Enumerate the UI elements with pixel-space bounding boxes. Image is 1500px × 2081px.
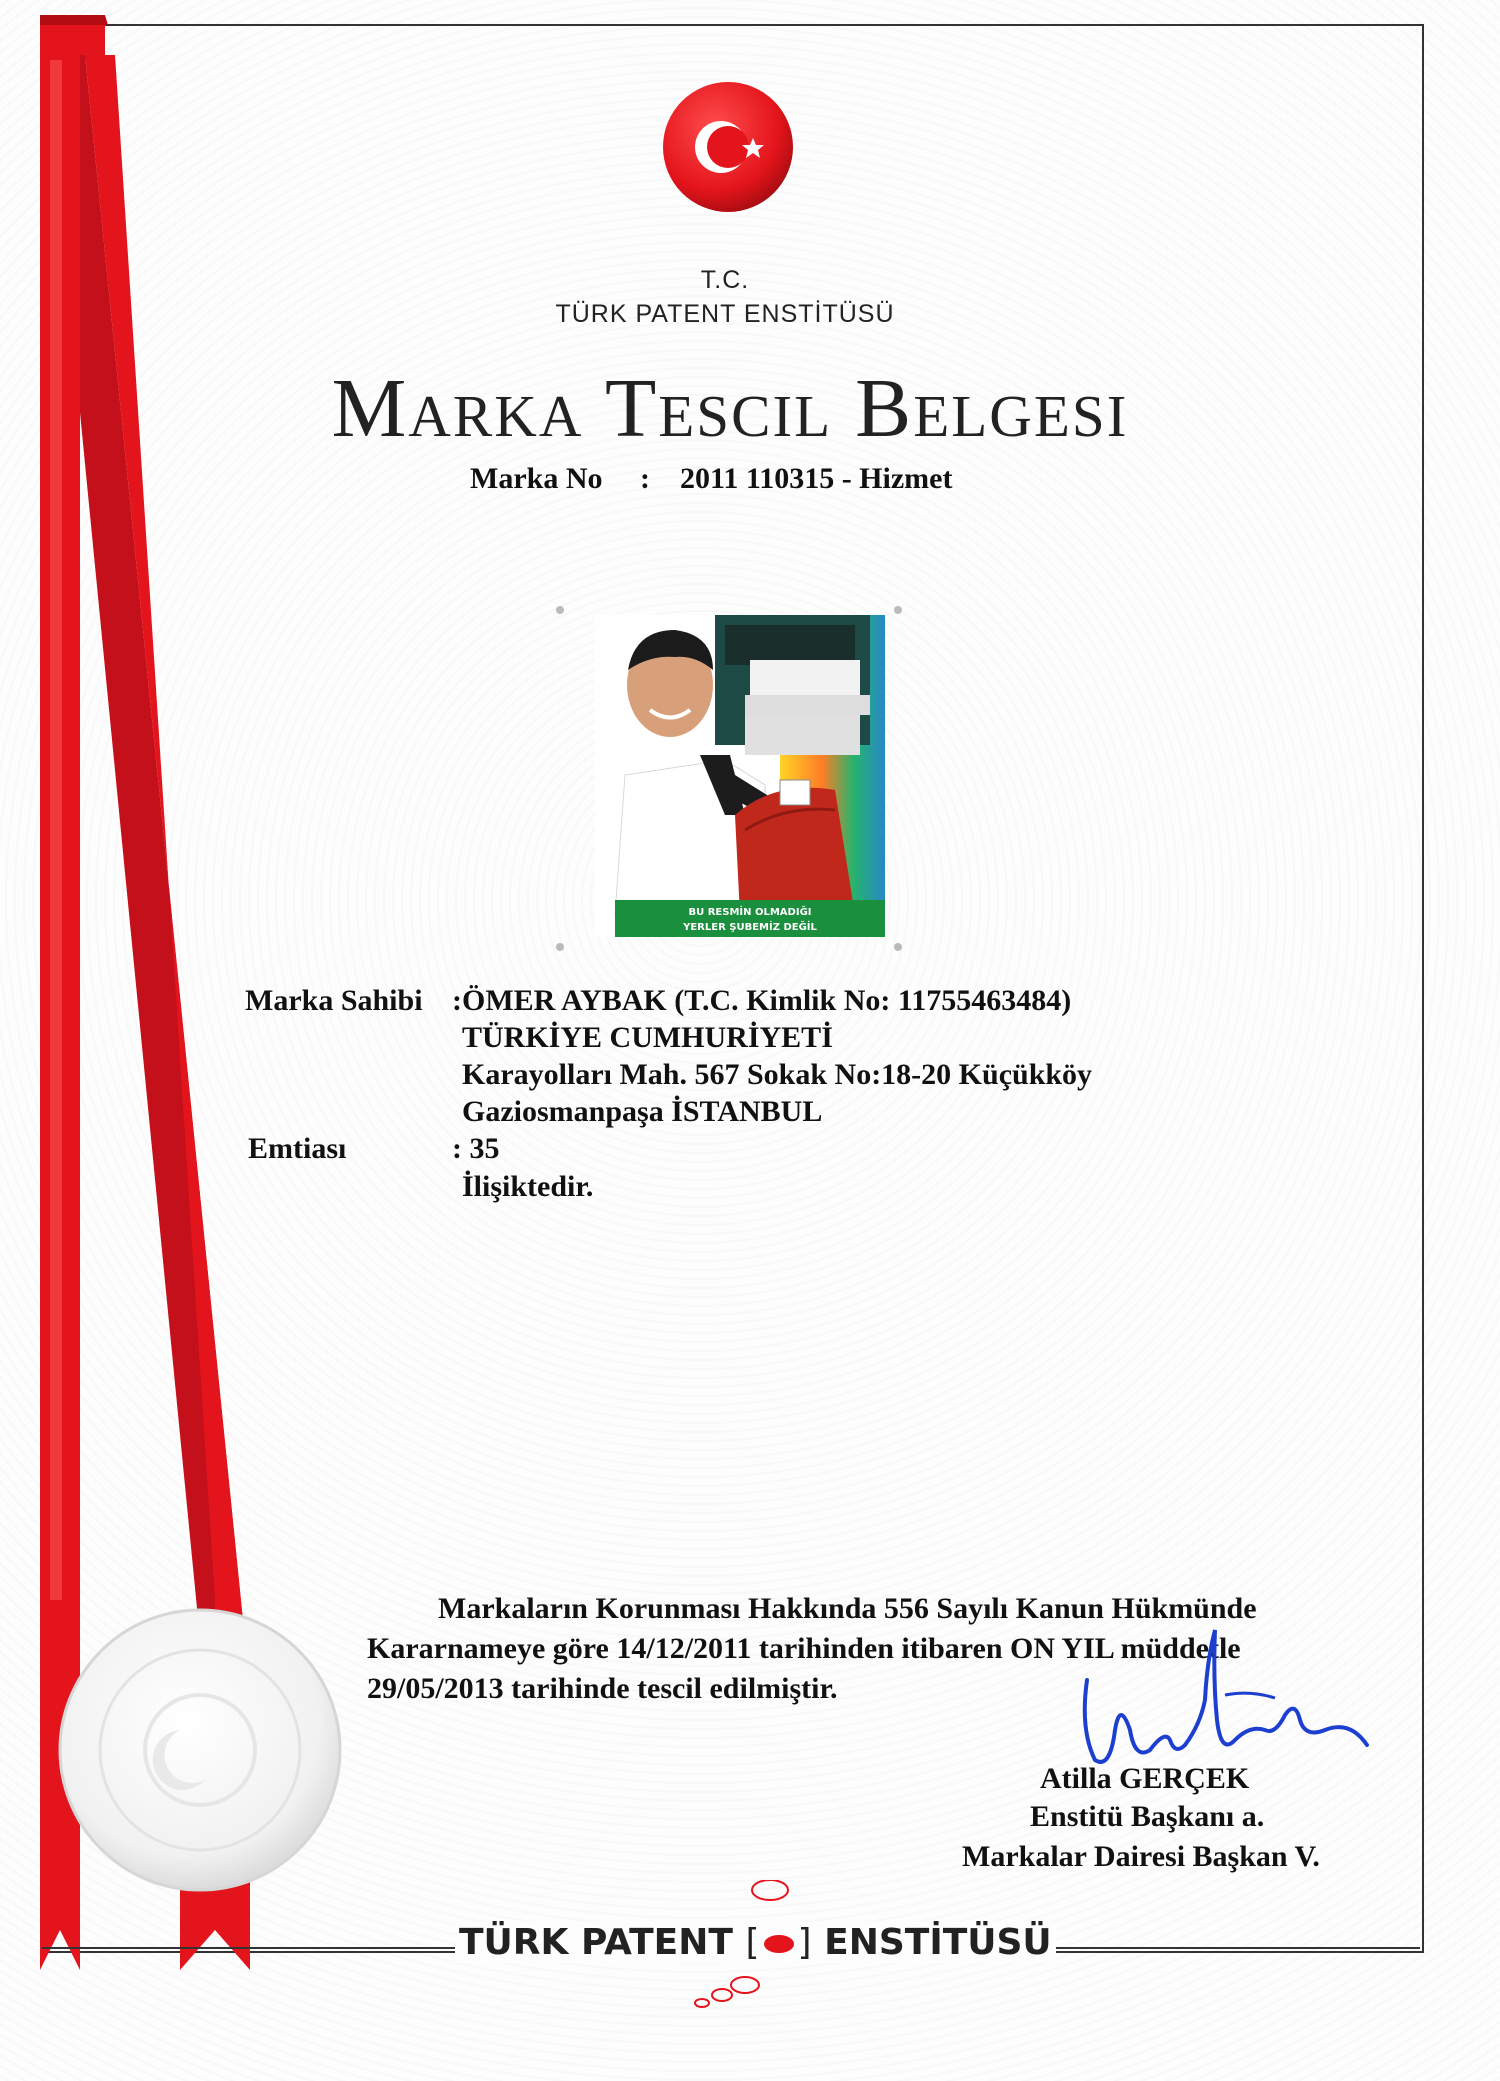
legal-line-1: Markaların Korunması Hakkında 556 Sayılı Kanun Hükmünde	[438, 1592, 1257, 1625]
turkish-flag-emblem	[661, 80, 795, 214]
footer-rule-right	[1010, 1947, 1420, 1949]
goods-note: İlişiktedir.	[462, 1170, 594, 1203]
goods-class: : 35	[452, 1132, 500, 1165]
logo-dot-icon	[764, 1935, 794, 1953]
footer-logo-right: ENSTİTÜSÜ	[824, 1922, 1052, 1963]
signatory-title-1: Enstitü Başkanı a.	[1030, 1800, 1265, 1833]
owner-label: Marka Sahibi	[245, 984, 423, 1017]
embossed-seal	[55, 1605, 345, 1895]
trademark-number-value: 2011 110315 - Hizmet	[680, 462, 953, 495]
legal-line-3: 29/05/2013 tarihinde tescil edilmiştir.	[367, 1672, 838, 1705]
owner-country: TÜRKİYE CUMHURİYETİ	[462, 1021, 833, 1054]
owner-city: Gaziosmanpaşa İSTANBUL	[462, 1095, 823, 1128]
trademark-number-label: Marka No	[470, 462, 603, 495]
legal-line-2: Kararnameye göre 14/12/2011 tarihinden itibaren ON YIL müddetle	[367, 1632, 1241, 1665]
signatory-title-2: Markalar Dairesi Başkan V.	[962, 1840, 1320, 1873]
page-title: Marka Tescil Belgesi	[331, 362, 1129, 455]
footer-bracket-close: ]	[797, 1922, 812, 1963]
handwritten-signature	[1075, 1620, 1375, 1790]
footer-rule-left	[42, 1947, 462, 1949]
photo-corner-dot	[894, 606, 902, 614]
photo-corner-dot	[556, 606, 564, 614]
photo-corner-dot	[556, 943, 564, 951]
owner-address: Karayolları Mah. 567 Sokak No:18-20 Küçükköy	[462, 1058, 1093, 1091]
header-institute: TÜRK PATENT ENSTİTÜSÜ	[555, 300, 895, 328]
trademark-number	[470, 462, 952, 496]
photo-corner-dot	[894, 943, 902, 951]
owner-name: :ÖMER AYBAK (T.C. Kimlik No: 11755463484)	[452, 984, 1072, 1017]
goods-label: Emtiası	[248, 1132, 347, 1165]
signatory-name: Atilla GERÇEK	[1040, 1762, 1250, 1795]
trademark-number-colon: :	[640, 462, 650, 495]
footer-logo-left: TÜRK PATENT	[459, 1922, 733, 1963]
footer-logo	[455, 1922, 1056, 1963]
photo-banner-line1: BU RESMİN OLMADIĞI	[688, 907, 812, 918]
footer-bracket-open: [	[745, 1922, 760, 1963]
trademark-photo	[595, 615, 885, 937]
header-tc: T.C.	[700, 266, 750, 294]
photo-banner-line2: YERLER ŞUBEMİZ DEĞİL	[683, 922, 817, 933]
